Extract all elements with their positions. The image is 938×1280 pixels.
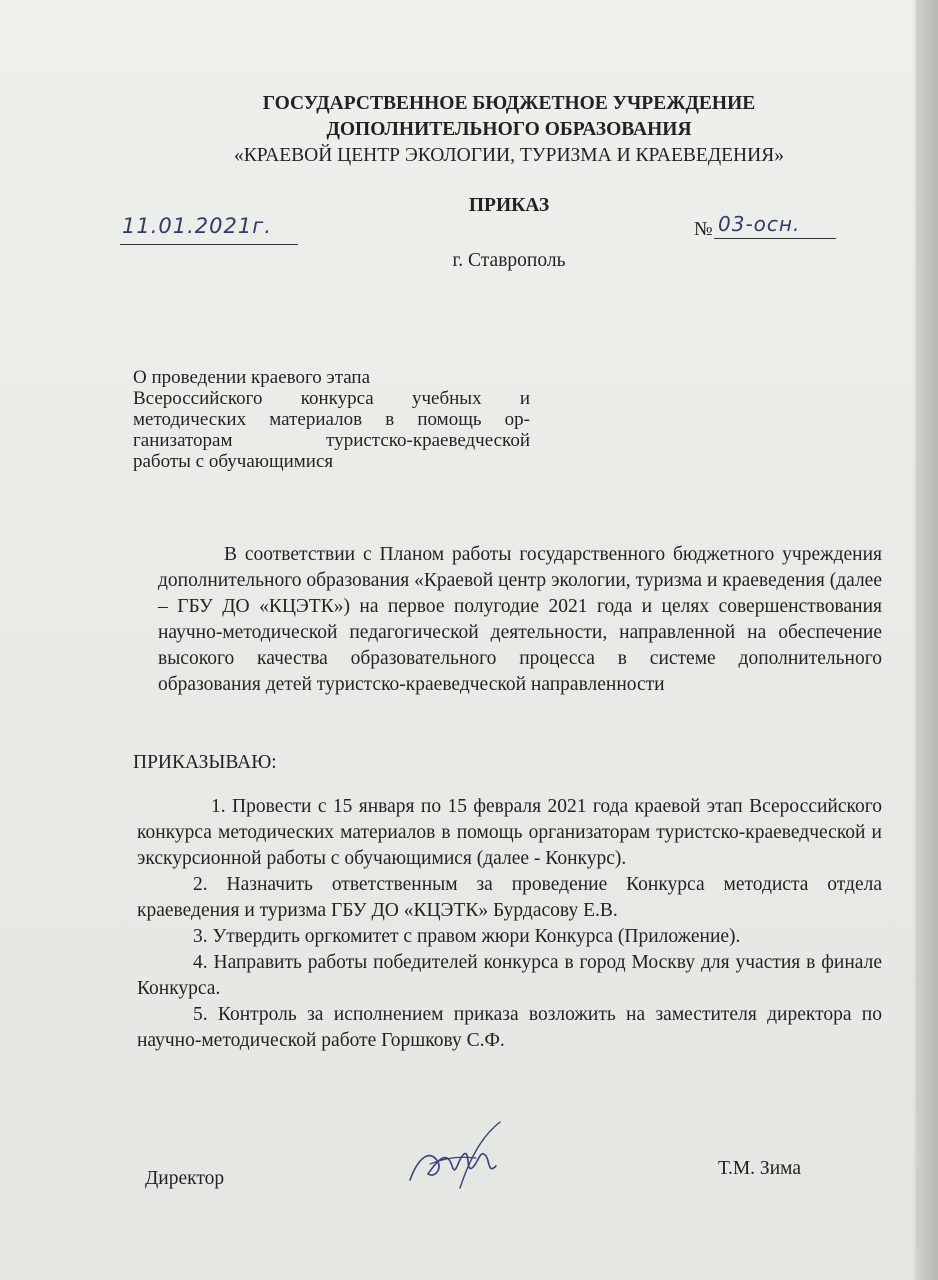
page-edge [916, 0, 938, 1280]
signatory-name: Т.М. Зима [718, 1158, 801, 1179]
header-line-2: ДОПОЛНИТЕЛЬНОГО ОБРАЗОВАНИЯ [326, 119, 692, 140]
subject-line: работы с обучающимися [133, 451, 334, 472]
order-items [137, 794, 882, 1054]
order-word: ПРИКАЗЫВАЮ: [133, 752, 277, 773]
signatory-position: Директор [145, 1168, 225, 1189]
document-title: ПРИКАЗ [468, 195, 550, 216]
organization-header [150, 91, 868, 169]
order-subject [133, 367, 530, 472]
handwritten-date: 11.01.2021г. [122, 214, 272, 238]
subject-line: Всероссийского конкурса учебных и [133, 388, 530, 409]
order-item: 5. Контроль за исполнением приказа возложить на заместителя директора по научно-методической работе Горшкову С.Ф. [137, 1004, 882, 1051]
subject-line: О проведении краевого этапа [133, 367, 371, 388]
subject-line: методических материалов в помощь ор- [133, 409, 530, 430]
order-item: 3. Утвердить оргкомитет с правом жюри Конкурса (Приложение). [193, 926, 741, 947]
order-item: 1. Провести с 15 января по 15 февраля 2021 года краевой этап Всероссийского конкурса методических материалов в помощь организаторам туристско-краеведческой и экскурсионной работы с обучающимися (далее - Конкурс). [137, 796, 882, 869]
number-label: № [694, 219, 713, 240]
handwritten-signature [400, 1118, 510, 1198]
preamble-paragraph: В соответствии с Планом работы государственного бюджетного учреждения дополнительного образования «Краевой центр экологии, туризма и краеведения (далее – ГБУ ДО «КЦЭТК») на первое полугодие 2021 года и целях совершенствования научно-методической педагогической деятельности, направленной на обеспечение высокого качества образовательного процесса в системе дополнительного образования детей туристско-краеведческой направленности [158, 544, 882, 695]
order-item: 2. Назначить ответственным за проведение Конкурса методиста отдела краеведения и туризма ГБУ ДО «КЦЭТК» Бурдасову Е.В. [137, 874, 882, 921]
header-line-3: «КРАЕВОЙ ЦЕНТР ЭКОЛОГИИ, ТУРИЗМА И КРАЕВЕДЕНИЯ» [234, 145, 784, 166]
handwritten-number: 03-осн. [718, 212, 801, 236]
order-item: 4. Направить работы победителей конкурса в город Москву для участия в финале Конкурса. [137, 952, 882, 999]
header-line-1: ГОСУДАРСТВЕННОЕ БЮДЖЕТНОЕ УЧРЕЖДЕНИЕ [262, 93, 756, 114]
city: г. Ставрополь [452, 250, 566, 271]
subject-line: ганизаторам туристско-краеведческой [133, 430, 530, 451]
